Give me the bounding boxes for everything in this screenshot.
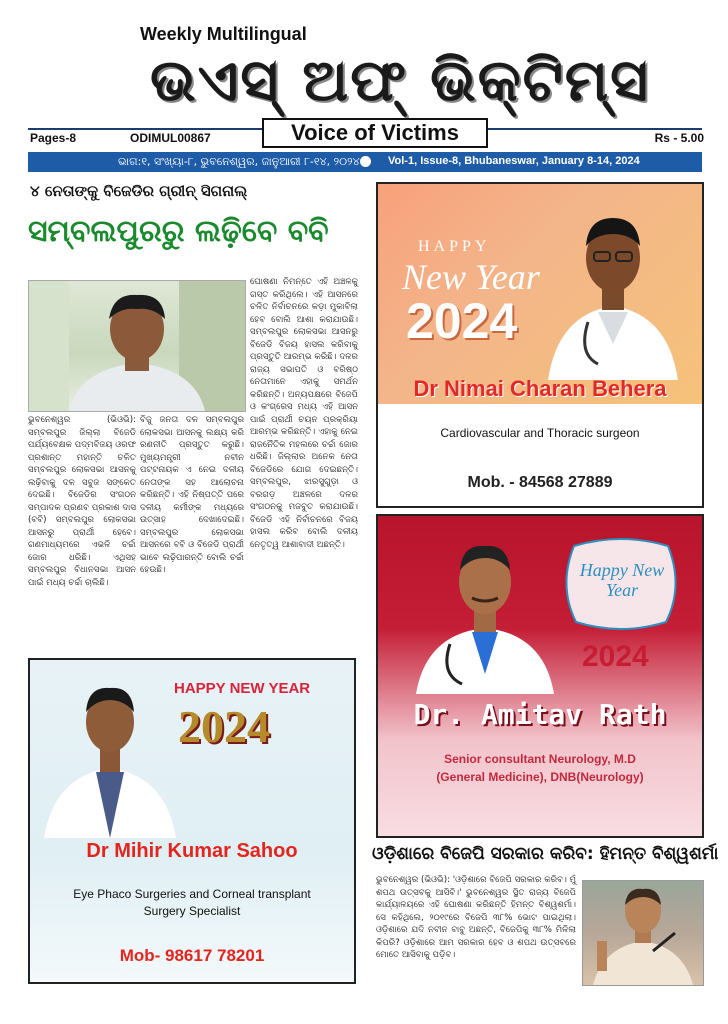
- ad3-year: 2024: [178, 701, 270, 752]
- story1-column-3: ଘୋଷଣା ନିମନ୍ତେ ଏହି ଅଞ୍ଚଳକୁ ଗସ୍ତ କରିଥିଲେ। ଏହି ଆସନରେ ଚଳିତ ନିର୍ବାଚନରେ କଡ଼ା ମୁକାବିଲା ହେବ ବୋଲି ଆଶା କରାଯାଉଛି। ସମ୍ବଲପୁର ଲୋକସଭା ଆସନରୁ ବିଜେଡି ବିଜୟ ହାସଲ କରିବାକୁ ପ୍ରସ୍ତୁତି ଆରମ୍ଭ କରିଛି। ଦଳର ରାଜ୍ୟ ସଭାପତି ଓ ବରିଷ୍ଠ ନେତାମାନେ ଏହାକୁ ସମର୍ଥନ କରିଛନ୍ତି। ଅନ୍ୟପକ୍ଷରେ ବିଜେପି ଓ କଂଗ୍ରେସ ମଧ୍ୟ ଏହି ଆସନ ପାଇଁ ପ୍ରାର୍ଥୀ ଚୟନ ପ୍ରକ୍ରିୟା ଆରମ୍ଭ କରିଛନ୍ତି। ଏହାକୁ ନେଇ ରାଜନୈତିକ ମହଲରେ ଚର୍ଚ୍ଚା ଜୋର ଧରିଛି। ଜିଲ୍ଲାର ଅନେକ ନେତା ବିଜେଡିରେ ଯୋଗ ଦେଇଛନ୍ତି। ସମ୍ବଲପୁର, ଝାରସୁଗୁଡ଼ା ଓ ବରଗଡ଼ ଅଞ୍ଚଳରେ ଦଳର ସଂଗଠନକୁ ମଜବୁତ କରାଯାଉଛି। ବିଜେଡି ଏହି ନିର୍ବାଚନରେ ବିଜୟ ହାସଲ କରିବ ବୋଲି ଦଳୀୟ ନେତୃତ୍ୱ ଆଶାବାଦୀ ଅଛନ୍ତି।: [250, 277, 358, 550]
- ad3-specialty-line-2: Surgery Specialist: [143, 904, 241, 918]
- masthead-odia-title: ଭଏସ୍ ଅଫ୍ ଭିକ୍ଟିମ୍ସ: [150, 46, 650, 114]
- ad-nimai-charan-behera: [376, 182, 704, 508]
- ad1-mobile: Mob. - 84568 27889: [467, 474, 613, 491]
- ad2-specialty-line-2: (General Medicine), DNB(Neurology): [436, 770, 644, 784]
- doctor-portrait-icon: [410, 524, 560, 694]
- ad2-doctor-name: Dr. Amitav Rath: [413, 698, 667, 731]
- man-portrait-icon: [29, 281, 245, 411]
- ad3-happy-text: HAPPY NEW YEAR: [174, 680, 311, 697]
- ad2-specialty-line-1: Senior consultant Neurology, M.D: [444, 752, 636, 766]
- ad-mihir-kumar-sahoo: [28, 658, 356, 984]
- story1-column-1: ଭୁବନେଶ୍ୱର (ଭିଓଭି): ସମ୍ବଲପୁର ଜିଲ୍ଲା ବିଜେଡି ପର୍ଯ୍ୟବେକ୍ଷକ ପଦ୍ମବିଜୟ ଓରଫ ପ୍ରଶାନ୍ତ ମହାନ୍ତି ଚଳିତ ସମ୍ବଲପୁର ଲୋକସଭା ଆସନକୁ ଲଢ଼ିବାକୁ ଦଳ ସବୁଜ ସଙ୍କେତ ଦେଇଛି। ବିଜେଡିର ସଂଗଠନ ସମ୍ପାଦକ ପ୍ରଣବ ପ୍ରକାଶ ଦାସ (ବବି) ସମ୍ବଲପୁର ଲୋକସଭା ଆସନରୁ ପ୍ରାର୍ଥୀ ହେବେ। ଗଣମାଧ୍ୟମରେ ଏଭଳି ଚର୍ଚ୍ଚା ଜୋର ଧରିଛି। ଏଥିସହ ସମ୍ବଲପୁର ବିଧାନସଭା ଆସନ ପାଇଁ ମଧ୍ୟ ଚର୍ଚ୍ଚା ଚାଲିଛି।: [28, 415, 136, 588]
- story2-headline: ଓଡ଼ିଶାରେ ବିଜେପି ସରକାର କରିବ: ହିମନ୍ତ ବିଶ୍ୱଶର୍ମା: [372, 844, 719, 864]
- story1-photo: [28, 280, 246, 412]
- story1-kicker: ୪ ନେତାଙ୍କୁ ବିଜେଡିର ଗ୍ରୀନ୍ ସିଗନାଲ୍: [30, 182, 248, 200]
- price-label: Rs - 5.00: [654, 131, 704, 145]
- issue-band: [28, 152, 702, 172]
- ad3-mobile: Mob- 98617 78201: [119, 946, 265, 965]
- ad2-year: 2024: [582, 640, 649, 673]
- story2-text: ଭୁବନେଶ୍ୱର (ଭିଓଭି): 'ଓଡ଼ିଶାରେ ବିଜେପି ସରକାର କରିବ। ମୁଁ ଶପଥ ଉତ୍ସବକୁ ଆସିବି।' ଭୁବନେଶ୍ୱର ସ୍ଥିତ ରାଜ୍ୟ ବିଜେପି କାର୍ଯ୍ୟାଳୟରେ ଏହି ଘୋଷଣା କରିଛନ୍ତି ହିମନ୍ତ ବିଶ୍ୱଶର୍ମା। ସେ କହିଥିଲେ, ୨୦୧୯ରେ ବିଜେପି ୩୮% ଭୋଟ ପାଇଥିଲା। ଓଡ଼ିଶାରେ ଯଦି ନବୀନ ବାବୁ ଅଛନ୍ତି, ବିଜେପିକୁ ୩୮% ମିଳିଲା କିପରି? ଓଡ଼ିଶାରେ ଆମ ସରକାର ହେବ ଓ ଶପଥ ଉତ୍ସବରେ ମୋତେ ଆସିବାକୁ ପଡ଼ିବ।: [376, 875, 577, 960]
- english-issue-info: Vol-1, Issue-8, Bhubaneswar, January 8-14, 2024: [388, 155, 640, 167]
- ad-amitav-rath: [376, 514, 704, 838]
- ad1-doctor-name: Dr Nimai Charan Behera: [413, 376, 667, 401]
- ad1-year: 2024: [406, 293, 518, 349]
- speaker-portrait-icon: [583, 881, 703, 985]
- doctor-portrait-icon: [40, 668, 180, 838]
- ad3-doctor-name: Dr Mihir Kumar Sahoo: [86, 840, 298, 862]
- story1-headline: ସମ୍ବଲପୁରରୁ ଲଢ଼ିବେ ବବି: [28, 214, 329, 249]
- ad1-new-year-text: New Year: [402, 257, 540, 297]
- registration-number: ODIMUL00867: [130, 131, 211, 145]
- odia-issue-info: ଭାଗ:୧, ସଂଖ୍ୟା-୮, ଭୁବନେଶ୍ୱର, ଜାନୁଆରୀ ୮-୧୪, ୨୦୨୪: [118, 155, 360, 168]
- english-title: Voice of Victims: [262, 118, 488, 148]
- ad2-greeting: Happy New Year: [579, 560, 665, 600]
- doctor-portrait-icon: [538, 194, 688, 380]
- story2-photo: [582, 880, 704, 986]
- page-count: Pages-8: [30, 131, 77, 145]
- band-dot-icon: [360, 156, 371, 167]
- story1-column-2: ବିଜୁ ଜନତା ଦଳ ସମ୍ବଲପୁର ଲୋକସଭା ଆସନକୁ ଲକ୍ଷ୍ୟ କରି ରଣନୀତି ପ୍ରସ୍ତୁତ କରୁଛି। ମୁଖ୍ୟମନ୍ତ୍ରୀ ନବୀନ ପଟ୍ଟନାୟକ ଏ ନେଇ ଦଳୀୟ ନେତାଙ୍କ ସହ ଆଲୋଚନା କରିଛନ୍ତି। ଏହି ନିଷ୍ପତ୍ତି ପରେ ଦଳୀୟ କର୍ମୀଙ୍କ ମଧ୍ୟରେ ଉତ୍ସାହ ଦେଖାଦେଇଛି। ସମ୍ବଲପୁର ଲୋକସଭା ଆସନରେ ବବି ଓ ବିଜେଡି ପ୍ରାର୍ଥୀ ଭାବେ ଲଢ଼ିପାରନ୍ତି ବୋଲି ଚର୍ଚ୍ଚା ହେଉଛି।: [140, 415, 244, 575]
- ad1-happy-text: HAPPY: [418, 238, 491, 255]
- ad3-specialty-line-1: Eye Phaco Surgeries and Corneal transplant: [73, 887, 311, 901]
- masthead-weekly-label: Weekly Multilingual: [140, 24, 307, 44]
- ad1-specialty: Cardiovascular and Thoracic surgeon: [440, 426, 640, 440]
